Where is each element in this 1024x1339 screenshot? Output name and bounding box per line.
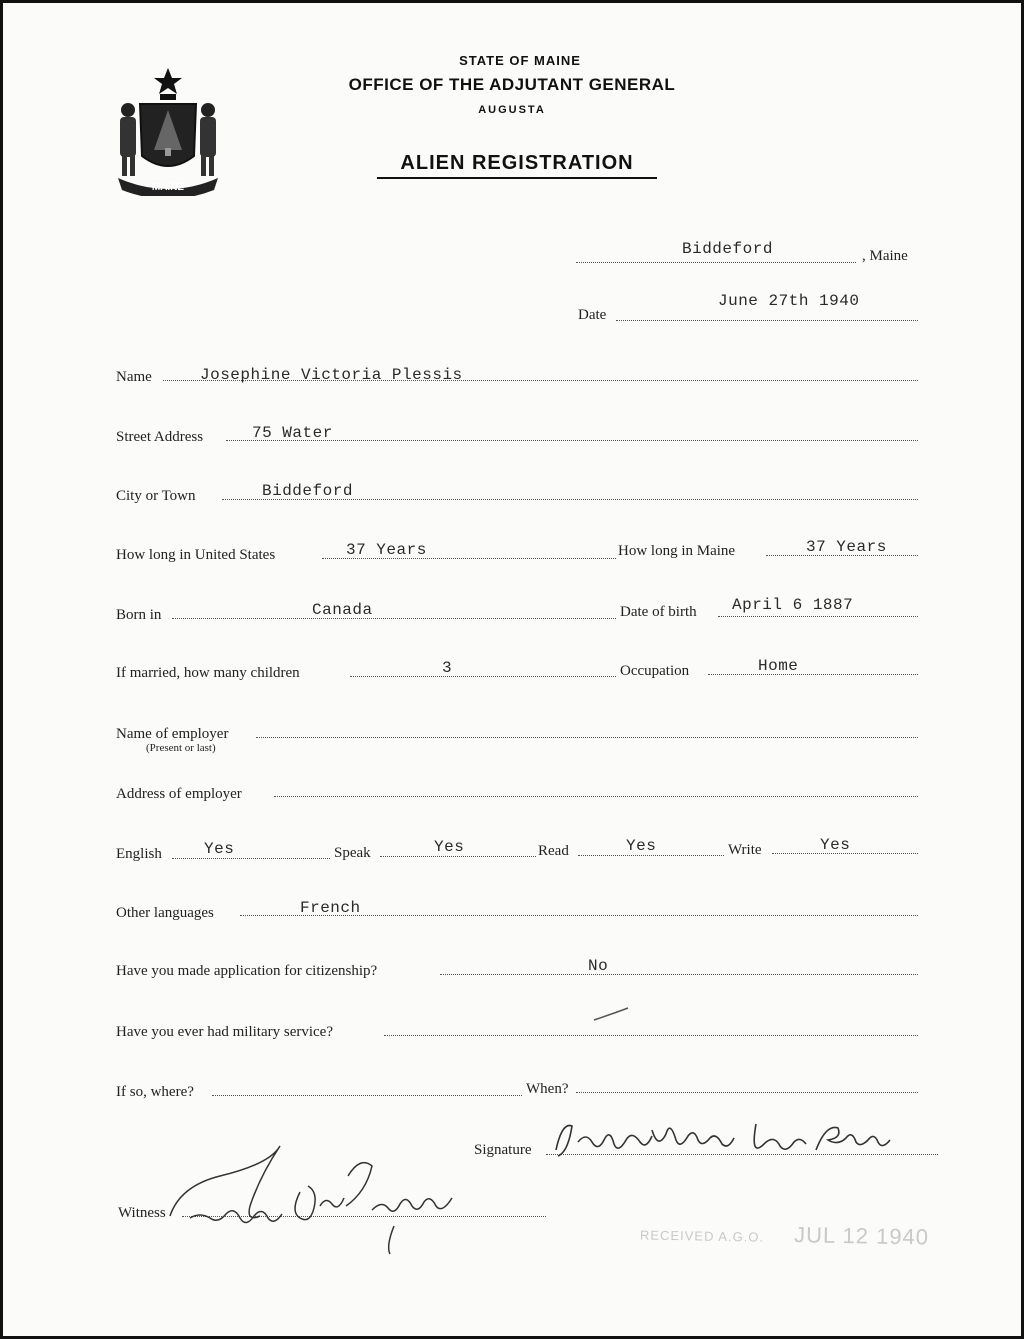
date-value: June 27th 1940: [718, 292, 860, 310]
military-label: Have you ever had military service?: [116, 1024, 333, 1040]
street-value: 75 Water: [252, 424, 333, 442]
us-duration-value: 37 Years: [346, 541, 427, 559]
city-heading: AUGUSTA: [478, 104, 546, 116]
citizenship-value: No: [588, 957, 609, 975]
occupation-value: Home: [758, 657, 799, 675]
received-stamp: [640, 1219, 929, 1250]
born-in-value: Canada: [312, 601, 373, 619]
dob-value: April 6 1887: [732, 596, 854, 614]
street-label: Street Address: [116, 429, 204, 445]
write-label: Write: [728, 842, 762, 858]
speak-value: Yes: [434, 838, 465, 856]
when-label: When?: [526, 1081, 569, 1097]
city-label: City or Town: [116, 488, 196, 504]
state-heading: STATE OF MAINE: [459, 53, 581, 68]
signature-image: [548, 1112, 938, 1162]
name-value: Josephine Victoria Plessis: [200, 366, 463, 384]
other-languages-label: Other languages: [116, 905, 214, 921]
children-value: 3: [442, 659, 453, 677]
us-duration-label: How long in United States: [116, 547, 276, 563]
employer-label: Name of employer: [116, 726, 229, 742]
citizenship-label: Have you made application for citizenship?: [116, 963, 378, 979]
born-in-label: Born in: [116, 607, 162, 623]
employer-sublabel: (Present or last): [146, 742, 216, 754]
other-languages-value: French: [300, 899, 361, 917]
english-label: English: [116, 846, 162, 862]
write-value: Yes: [820, 836, 851, 854]
seal-text: MAINE: [151, 182, 185, 193]
stamp-text: RECEIVED A.G.O.: [639, 1227, 765, 1245]
office-heading: OFFICE OF THE ADJUTANT GENERAL: [348, 75, 676, 94]
signature-label: Signature: [474, 1142, 532, 1158]
employer-address-label: Address of employer: [116, 786, 242, 802]
witness-signature-image: [150, 1136, 490, 1256]
stamp-date: JUL 12 1940: [793, 1222, 930, 1250]
date-label: Date: [578, 307, 607, 323]
read-value: Yes: [626, 837, 657, 855]
maine-duration-label: How long in Maine: [618, 543, 736, 559]
occupation-label: Occupation: [620, 663, 690, 679]
city-value: Biddeford: [262, 482, 353, 500]
place-suffix: , Maine: [862, 248, 908, 264]
dob-label: Date of birth: [620, 604, 697, 620]
witness-label: Witness: [118, 1205, 166, 1221]
children-label: If married, how many children: [116, 665, 300, 681]
english-value: Yes: [204, 840, 235, 858]
read-label: Read: [538, 843, 569, 859]
where-label: If so, where?: [116, 1084, 194, 1100]
speak-label: Speak: [334, 845, 371, 861]
maine-duration-value: 37 Years: [806, 538, 887, 556]
place-value: Biddeford: [682, 240, 773, 258]
name-label: Name: [116, 369, 152, 385]
dash-mark: [592, 1004, 632, 1024]
form-title: ALIEN REGISTRATION: [377, 152, 657, 179]
